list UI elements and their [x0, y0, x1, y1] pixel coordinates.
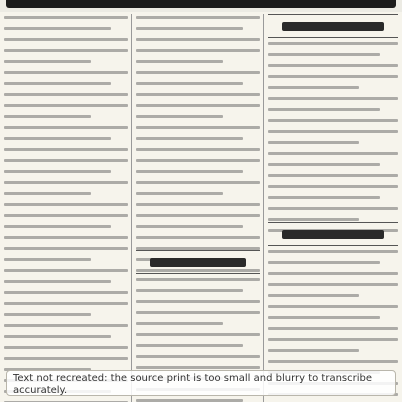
- transcription-note: Text not recreated: the source print is too small and blurry to transcribe accurately.: [6, 370, 396, 396]
- subhead-ink: [150, 258, 247, 267]
- article-column-1: [4, 14, 128, 402]
- headline: [0, 0, 402, 12]
- subhead-ink: [282, 230, 383, 239]
- subhead: [136, 250, 260, 274]
- text-lines: [4, 16, 128, 402]
- subhead: [268, 222, 398, 246]
- headline-ink: [6, 0, 396, 8]
- text-lines: [268, 42, 398, 240]
- column-rule: [131, 14, 132, 402]
- subhead: [268, 14, 398, 38]
- subhead-ink: [282, 22, 383, 31]
- article-column-2: [136, 14, 260, 402]
- text-lines: [136, 16, 260, 280]
- column-rule: [263, 14, 264, 402]
- article-column-3: [268, 14, 398, 402]
